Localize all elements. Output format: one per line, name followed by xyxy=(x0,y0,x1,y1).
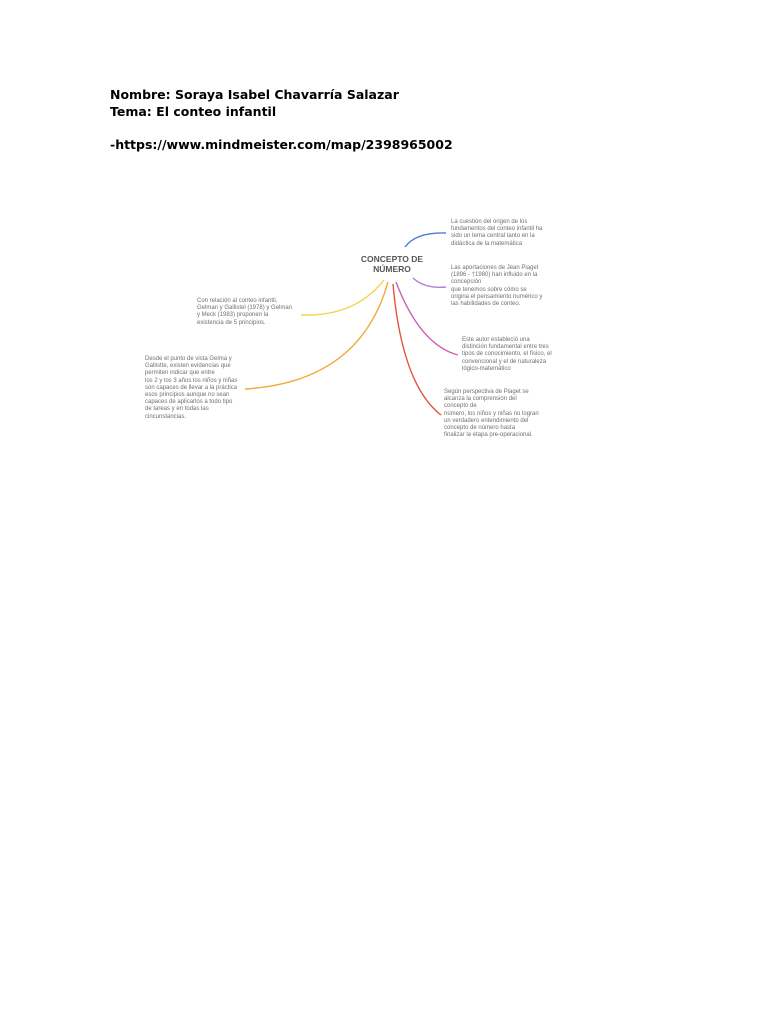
node-line: alcanza la comprensión del xyxy=(444,396,517,403)
node-line: permiten indicar que entre xyxy=(145,370,215,377)
node-line: cincunstancias. xyxy=(145,413,187,420)
map-url-link[interactable]: -https://www.mindmeister.com/map/2398965002 xyxy=(110,137,453,152)
node-line: son capaces de llevar a la práctica xyxy=(145,384,238,391)
node-line: lógico-matemático xyxy=(462,365,511,372)
connector-red xyxy=(393,284,441,415)
node-line: concepto de número hasta xyxy=(444,425,516,432)
node-line: de tareas y en todas las xyxy=(145,406,209,413)
node-line: convencional y el de naturaleza xyxy=(462,358,547,365)
node-line: La cuestión del origen de los xyxy=(451,219,528,225)
student-name: Nombre: Soraya Isabel Chavarría Salazar xyxy=(110,87,399,102)
node-line: Desde el punto de vista Gelma y xyxy=(145,356,232,362)
node-piaget-aportaciones xyxy=(451,265,542,308)
central-node xyxy=(352,254,432,274)
connector-purple xyxy=(413,278,446,287)
node-line: esos principios aunque no sean xyxy=(145,392,230,399)
central-node-line: NÚMERO xyxy=(373,264,411,274)
node-line: los 2 y los 3 años los niños y niñas xyxy=(145,377,238,384)
node-line: Gelman y Gallistel (1978) y Gelman xyxy=(197,305,293,312)
node-line: sido un tema central tanto en la xyxy=(451,233,535,240)
node-tipos-conocimiento xyxy=(462,337,552,373)
node-line: origina el pensamiento numérico y xyxy=(451,293,543,300)
node-evidencias-ninos xyxy=(145,356,237,421)
node-line: fundamentos del conteo infantil ha xyxy=(451,226,543,233)
node-line: didáctica de la matemática xyxy=(451,240,523,247)
node-perspectiva-piaget xyxy=(444,389,539,439)
node-line: concepto de xyxy=(444,403,477,410)
node-line: concepción xyxy=(451,279,482,286)
node-line: un verdadero entendimiento del xyxy=(444,417,529,424)
node-line: Gallistte, existen evidencias que xyxy=(145,363,231,370)
node-cinco-principios xyxy=(197,298,292,327)
node-line: Las aportaciones de Jean Piaget xyxy=(451,265,539,271)
connector-yellow xyxy=(301,280,384,315)
node-line: finalizar la etapa pre-operacional. xyxy=(444,432,533,439)
central-node-line: CONCEPTO DE xyxy=(360,254,424,264)
node-line: Este autor estableció una xyxy=(462,337,530,343)
node-line: capaces de aplicarlos a todo tipo xyxy=(145,399,233,406)
node-line: (1896 - †1980) han influido en la xyxy=(451,272,538,279)
node-line: número, los niños y niñas no logran xyxy=(444,410,539,417)
node-line: Con relación al conteo infantil, xyxy=(197,298,278,304)
node-line: distinción fundamental entre tres xyxy=(462,344,549,351)
connector-magenta xyxy=(396,282,458,355)
node-line: tipos de conocimiento, el físico, el xyxy=(462,351,552,358)
node-origen-conteo xyxy=(451,219,542,248)
node-line: existencia de 5 principios. xyxy=(197,319,266,326)
node-line: las habilidades de conteo. xyxy=(451,301,521,308)
connector-blue xyxy=(405,233,446,247)
node-line: Según perspectiva de Piaget se xyxy=(444,389,529,395)
node-line: y Meck (1983) proponen la xyxy=(197,312,269,319)
topic: Tema: El conteo infantil xyxy=(110,104,277,119)
node-line: que tenemos sobre cómo se xyxy=(451,286,527,293)
